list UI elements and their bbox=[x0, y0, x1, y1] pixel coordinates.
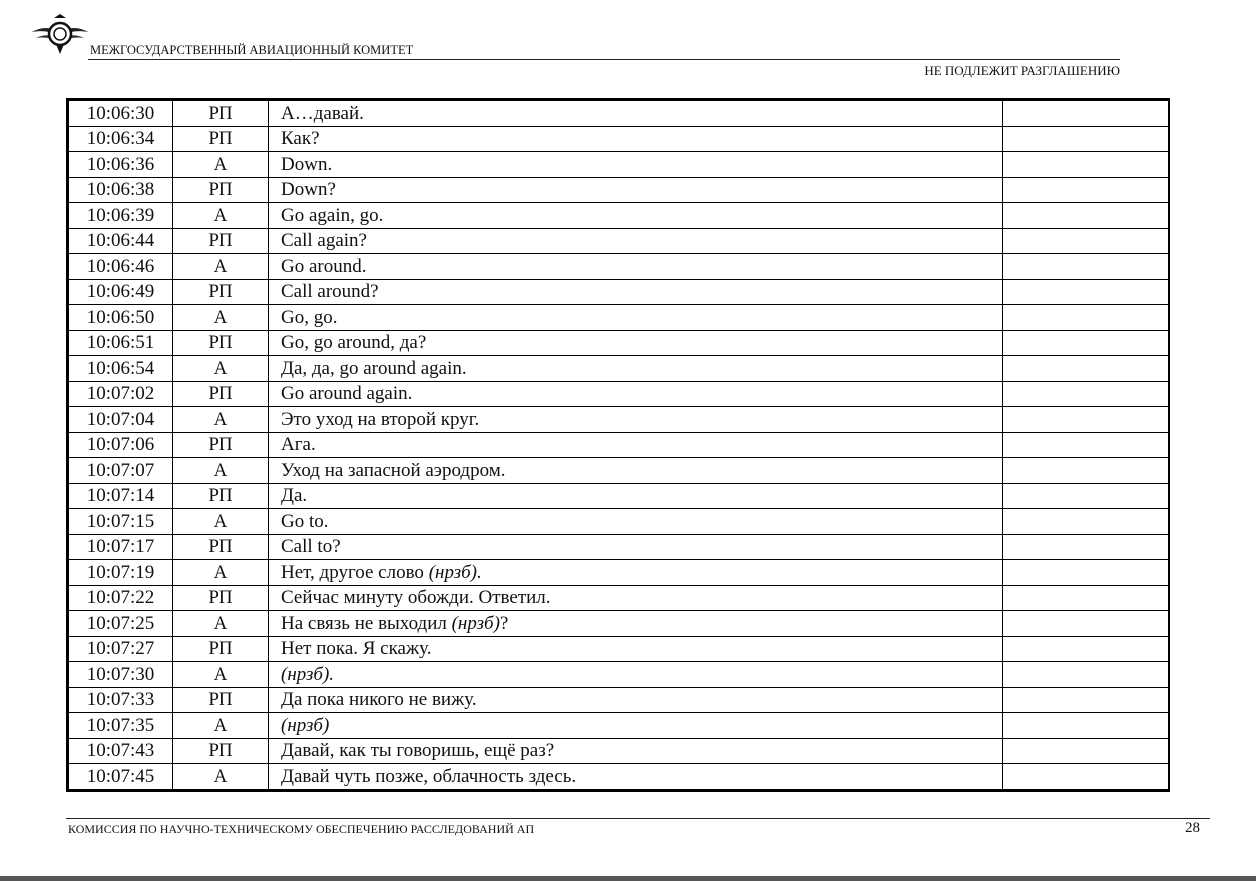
speaker-cell: А bbox=[173, 662, 269, 688]
speaker-cell: РП bbox=[173, 279, 269, 305]
remarks-cell bbox=[1003, 126, 1169, 152]
text-cell bbox=[269, 509, 1003, 535]
time-cell: 10:06:39 bbox=[69, 203, 173, 229]
header-divider bbox=[88, 59, 1120, 60]
remarks-cell bbox=[1003, 534, 1169, 560]
remarks-cell bbox=[1003, 152, 1169, 178]
utterance-text: Как? bbox=[281, 128, 320, 150]
table-row bbox=[69, 585, 1169, 611]
text-cell bbox=[269, 228, 1003, 254]
speaker-cell: А bbox=[173, 203, 269, 229]
text-cell bbox=[269, 560, 1003, 586]
table-row bbox=[69, 611, 1169, 637]
remarks-cell bbox=[1003, 636, 1169, 662]
table-row bbox=[69, 356, 1169, 382]
text-cell bbox=[269, 101, 1003, 127]
table-row bbox=[69, 713, 1169, 739]
text-cell bbox=[269, 305, 1003, 331]
footer-commission: КОМИССИЯ ПО НАУЧНО-ТЕХНИЧЕСКОМУ ОБЕСПЕЧЕНИЮ РАССЛЕДОВАНИЙ АП bbox=[68, 822, 535, 836]
time-cell: 10:07:07 bbox=[69, 458, 173, 484]
remarks-cell bbox=[1003, 305, 1169, 331]
confidential-label: НЕ ПОДЛЕЖИТ РАЗГЛАШЕНИЮ bbox=[924, 63, 1120, 78]
table-row bbox=[69, 738, 1169, 764]
utterance-text: Go, go. bbox=[281, 306, 338, 328]
text-cell bbox=[269, 330, 1003, 356]
remarks-cell bbox=[1003, 483, 1169, 509]
text-cell bbox=[269, 483, 1003, 509]
speaker-cell: РП bbox=[173, 483, 269, 509]
text-cell bbox=[269, 458, 1003, 484]
time-cell: 10:07:22 bbox=[69, 585, 173, 611]
inaudible-note: (нрзб) bbox=[281, 714, 330, 736]
text-cell bbox=[269, 381, 1003, 407]
text-cell bbox=[269, 687, 1003, 713]
utterance-tail: ? bbox=[499, 612, 509, 634]
time-cell: 10:06:50 bbox=[69, 305, 173, 331]
speaker-cell: А bbox=[173, 764, 269, 790]
speaker-cell: А bbox=[173, 407, 269, 433]
table-row bbox=[69, 662, 1169, 688]
speaker-cell: РП bbox=[173, 228, 269, 254]
speaker-cell: РП bbox=[173, 534, 269, 560]
time-cell: 10:07:14 bbox=[69, 483, 173, 509]
time-cell: 10:06:49 bbox=[69, 279, 173, 305]
table-row bbox=[69, 764, 1169, 790]
time-cell: 10:06:44 bbox=[69, 228, 173, 254]
speaker-cell: А bbox=[173, 356, 269, 382]
table-row bbox=[69, 254, 1169, 280]
remarks-cell bbox=[1003, 203, 1169, 229]
table-row bbox=[69, 560, 1169, 586]
inaudible-note: (нрзб) bbox=[451, 612, 500, 634]
remarks-cell bbox=[1003, 279, 1169, 305]
speaker-cell: А bbox=[173, 458, 269, 484]
speaker-cell: А bbox=[173, 152, 269, 178]
speaker-cell: РП bbox=[173, 177, 269, 203]
table-row bbox=[69, 534, 1169, 560]
text-cell bbox=[269, 279, 1003, 305]
time-cell: 10:06:51 bbox=[69, 330, 173, 356]
time-cell: 10:07:33 bbox=[69, 687, 173, 713]
remarks-cell bbox=[1003, 330, 1169, 356]
text-cell bbox=[269, 738, 1003, 764]
time-cell: 10:07:04 bbox=[69, 407, 173, 433]
utterance-text: Call to? bbox=[281, 536, 341, 558]
time-cell: 10:07:45 bbox=[69, 764, 173, 790]
utterance-text: Уход на запасной аэродром. bbox=[281, 459, 506, 481]
time-cell: 10:07:43 bbox=[69, 738, 173, 764]
utterance-text: На связь не выходил bbox=[281, 612, 452, 634]
text-cell bbox=[269, 407, 1003, 433]
utterance-text: Нет, другое слово bbox=[281, 561, 429, 583]
speaker-cell: РП bbox=[173, 636, 269, 662]
table-row bbox=[69, 381, 1169, 407]
text-cell bbox=[269, 764, 1003, 790]
remarks-cell bbox=[1003, 509, 1169, 535]
text-cell bbox=[269, 636, 1003, 662]
time-cell: 10:07:30 bbox=[69, 662, 173, 688]
utterance-text: Давай, как ты говоришь, ещё раз? bbox=[281, 740, 555, 762]
time-cell: 10:07:17 bbox=[69, 534, 173, 560]
speaker-cell: РП bbox=[173, 738, 269, 764]
speaker-cell: РП bbox=[173, 126, 269, 152]
remarks-cell bbox=[1003, 254, 1169, 280]
remarks-cell bbox=[1003, 458, 1169, 484]
text-cell bbox=[269, 713, 1003, 739]
table-row bbox=[69, 126, 1169, 152]
time-cell: 10:06:30 bbox=[69, 101, 173, 127]
remarks-cell bbox=[1003, 101, 1169, 127]
remarks-cell bbox=[1003, 228, 1169, 254]
utterance-text: Да, да, go around again. bbox=[281, 357, 467, 379]
table-row bbox=[69, 101, 1169, 127]
speaker-cell: РП bbox=[173, 330, 269, 356]
table-row bbox=[69, 152, 1169, 178]
text-cell bbox=[269, 254, 1003, 280]
text-cell bbox=[269, 356, 1003, 382]
speaker-cell: РП bbox=[173, 101, 269, 127]
speaker-cell: РП bbox=[173, 687, 269, 713]
speaker-cell: А bbox=[173, 509, 269, 535]
inaudible-note: (нрзб). bbox=[428, 561, 482, 583]
utterance-text: Go around again. bbox=[281, 383, 413, 405]
remarks-cell bbox=[1003, 662, 1169, 688]
speaker-cell: А bbox=[173, 305, 269, 331]
remarks-cell bbox=[1003, 585, 1169, 611]
remarks-cell bbox=[1003, 432, 1169, 458]
table-row bbox=[69, 509, 1169, 535]
utterance-text: Call again? bbox=[281, 230, 367, 252]
time-cell: 10:06:54 bbox=[69, 356, 173, 382]
table-row bbox=[69, 203, 1169, 229]
table-row bbox=[69, 228, 1169, 254]
table-row bbox=[69, 330, 1169, 356]
text-cell bbox=[269, 585, 1003, 611]
utterance-text: Ага. bbox=[281, 434, 316, 456]
speaker-cell: А bbox=[173, 713, 269, 739]
utterance-text: А…давай. bbox=[281, 102, 364, 124]
scan-edge bbox=[0, 876, 1256, 881]
time-cell: 10:07:19 bbox=[69, 560, 173, 586]
time-cell: 10:07:35 bbox=[69, 713, 173, 739]
remarks-cell bbox=[1003, 611, 1169, 637]
text-cell bbox=[269, 126, 1003, 152]
utterance-text: Go around. bbox=[281, 255, 367, 277]
speaker-cell: РП bbox=[173, 381, 269, 407]
remarks-cell bbox=[1003, 687, 1169, 713]
org-name: МЕЖГОСУДАРСТВЕННЫЙ АВИАЦИОННЫЙ КОМИТЕТ bbox=[90, 43, 414, 57]
text-cell bbox=[269, 662, 1003, 688]
time-cell: 10:07:15 bbox=[69, 509, 173, 535]
text-cell bbox=[269, 203, 1003, 229]
time-cell: 10:07:02 bbox=[69, 381, 173, 407]
inaudible-note: (нрзб). bbox=[281, 663, 335, 685]
utterance-text: Go again, go. bbox=[281, 204, 384, 226]
transcript-body bbox=[69, 101, 1169, 790]
text-cell bbox=[269, 534, 1003, 560]
utterance-text: Сейчас минуту обожди. Ответил. bbox=[281, 587, 551, 609]
utterance-text: Call around? bbox=[281, 281, 379, 303]
table-row bbox=[69, 305, 1169, 331]
speaker-cell: А bbox=[173, 611, 269, 637]
utterance-text: Down. bbox=[281, 153, 333, 175]
utterance-text: Да. bbox=[281, 485, 308, 507]
transcript-table bbox=[66, 98, 1170, 792]
utterance-text: Нет пока. Я скажу. bbox=[281, 638, 432, 660]
remarks-cell bbox=[1003, 713, 1169, 739]
iac-logo-icon bbox=[30, 12, 90, 56]
table-row bbox=[69, 483, 1169, 509]
text-cell bbox=[269, 611, 1003, 637]
remarks-cell bbox=[1003, 764, 1169, 790]
text-cell bbox=[269, 177, 1003, 203]
time-cell: 10:07:25 bbox=[69, 611, 173, 637]
time-cell: 10:06:46 bbox=[69, 254, 173, 280]
utterance-text: Давай чуть позже, облачность здесь. bbox=[281, 765, 577, 787]
table-row bbox=[69, 687, 1169, 713]
table-row bbox=[69, 636, 1169, 662]
table-row bbox=[69, 407, 1169, 433]
remarks-cell bbox=[1003, 177, 1169, 203]
remarks-cell bbox=[1003, 738, 1169, 764]
speaker-cell: А bbox=[173, 560, 269, 586]
text-cell bbox=[269, 432, 1003, 458]
table-row bbox=[69, 177, 1169, 203]
utterance-text: Да пока никого не вижу. bbox=[281, 689, 477, 711]
remarks-cell bbox=[1003, 381, 1169, 407]
remarks-cell bbox=[1003, 560, 1169, 586]
time-cell: 10:07:27 bbox=[69, 636, 173, 662]
time-cell: 10:06:38 bbox=[69, 177, 173, 203]
speaker-cell: РП bbox=[173, 585, 269, 611]
table-row bbox=[69, 279, 1169, 305]
utterance-text: Это уход на второй круг. bbox=[281, 408, 480, 430]
text-cell bbox=[269, 152, 1003, 178]
utterance-text: Down? bbox=[281, 179, 336, 201]
speaker-cell: А bbox=[173, 254, 269, 280]
time-cell: 10:07:06 bbox=[69, 432, 173, 458]
remarks-cell bbox=[1003, 407, 1169, 433]
footer-divider bbox=[66, 818, 1210, 819]
time-cell: 10:06:36 bbox=[69, 152, 173, 178]
table-row bbox=[69, 458, 1169, 484]
table-row bbox=[69, 432, 1169, 458]
utterance-text: Go, go around, да? bbox=[281, 332, 427, 354]
page-number: 28 bbox=[1185, 820, 1200, 836]
speaker-cell: РП bbox=[173, 432, 269, 458]
remarks-cell bbox=[1003, 356, 1169, 382]
utterance-text: Go to. bbox=[281, 510, 329, 532]
time-cell: 10:06:34 bbox=[69, 126, 173, 152]
